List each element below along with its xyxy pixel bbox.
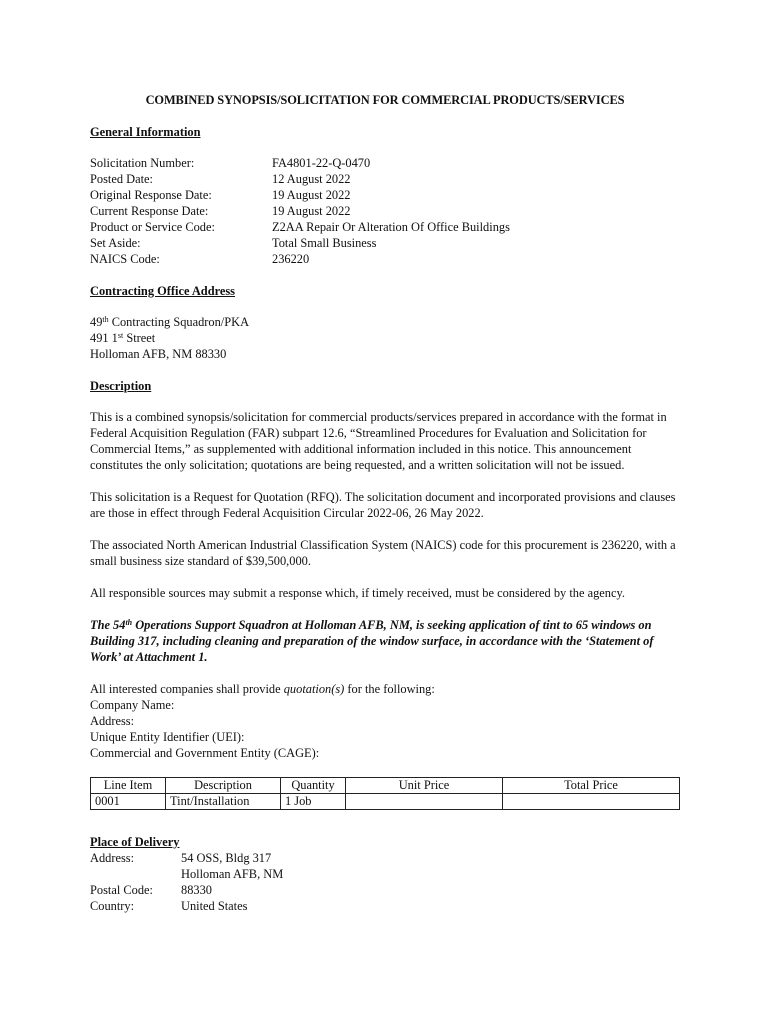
kv-label: Posted Date: bbox=[90, 172, 153, 186]
cell-line-item: 0001 bbox=[91, 794, 166, 810]
header-quantity: Quantity bbox=[281, 778, 346, 794]
delivery-value: United States bbox=[181, 899, 248, 913]
header-unit-price: Unit Price bbox=[346, 778, 503, 794]
header-description: Description bbox=[166, 778, 281, 794]
office-address-line1 bbox=[90, 314, 680, 330]
delivery-row bbox=[90, 850, 680, 866]
place-of-delivery bbox=[90, 834, 680, 914]
description-paragraph-1: This is a combined synopsis/solicitation for commercial products/services prepared in accordance with the format in Federal Acquisition Regulation (FAR) subpart 12.6, “Streamlined Procedures for Evaluation and Solicitation for Commercial Items,” as supplemented with additional information included in this notice. This announcement constitutes the only solicitation; quotations are being requested, and a written solicitation will not be issued. bbox=[90, 410, 667, 472]
delivery-label: Country: bbox=[90, 899, 135, 913]
kv-value: 12 August 2022 bbox=[272, 172, 351, 186]
kv-label: Product or Service Code: bbox=[90, 220, 215, 234]
quotation-intro-a: All interested companies shall provide bbox=[90, 682, 284, 696]
delivery-label: Postal Code: bbox=[90, 883, 153, 897]
description-paragraph-3: The associated North American Industrial Classification System (NAICS) code for this procurement is 236220, with a small business size standard of $39,500,000. bbox=[90, 538, 676, 568]
delivery-label: Address: bbox=[90, 851, 135, 865]
kv-value: Total Small Business bbox=[272, 236, 377, 250]
field-company-name: Company Name: bbox=[90, 698, 175, 712]
cell-description: Tint/Installation bbox=[166, 794, 281, 810]
office-address-line3: Holloman AFB, NM 88330 bbox=[90, 347, 227, 361]
contracting-office-address bbox=[90, 314, 680, 362]
set-aside-row bbox=[90, 235, 680, 251]
kv-label: NAICS Code: bbox=[90, 252, 160, 266]
quotation-intro-italic: quotation(s) bbox=[283, 682, 345, 696]
kv-value: 19 August 2022 bbox=[272, 188, 351, 202]
description-paragraph-4: All responsible sources may submit a response which, if timely received, must be considered by the agency. bbox=[90, 586, 625, 600]
delivery-row bbox=[90, 882, 680, 898]
original-response-date-row bbox=[90, 187, 680, 203]
header-line-item: Line Item bbox=[91, 778, 166, 794]
field-address: Address: bbox=[90, 714, 135, 728]
cell-total-price bbox=[503, 794, 680, 810]
quotation-intro-b: for the following: bbox=[344, 682, 435, 696]
kv-label: Original Response Date: bbox=[90, 188, 212, 202]
line-items-table bbox=[90, 777, 680, 810]
naics-code-row bbox=[90, 251, 680, 267]
quotation-fields bbox=[90, 681, 680, 761]
kv-value: Z2AA Repair Or Alteration Of Office Buildings bbox=[272, 220, 510, 234]
office-line2-suffix: st bbox=[117, 331, 124, 340]
requirement-statement bbox=[90, 617, 680, 665]
requirement-suffix: th bbox=[125, 618, 133, 627]
header-total-price: Total Price bbox=[503, 778, 680, 794]
kv-label: Set Aside: bbox=[90, 236, 141, 250]
kv-value: 19 August 2022 bbox=[272, 204, 351, 218]
table-row bbox=[91, 794, 680, 810]
office-line1-suffix: th bbox=[102, 315, 109, 324]
office-line1-number: 49 bbox=[90, 315, 103, 329]
table-header-row bbox=[91, 778, 680, 794]
posted-date-row bbox=[90, 171, 680, 187]
cell-unit-price bbox=[346, 794, 503, 810]
product-service-code-row bbox=[90, 219, 680, 235]
delivery-value: 54 OSS, Bldg 317 bbox=[181, 851, 272, 865]
quotation-intro bbox=[90, 681, 680, 697]
delivery-row bbox=[90, 898, 680, 914]
document-page bbox=[90, 92, 680, 914]
contracting-office-heading: Contracting Office Address bbox=[90, 284, 236, 298]
description-heading: Description bbox=[90, 379, 152, 393]
requirement-text-a: The 54 bbox=[90, 618, 126, 632]
solicitation-number-row bbox=[90, 155, 680, 171]
document-title: COMBINED SYNOPSIS/SOLICITATION FOR COMMERCIAL PRODUCTS/SERVICES bbox=[145, 93, 625, 107]
office-line2-number: 491 1 bbox=[90, 331, 118, 345]
kv-value: 236220 bbox=[272, 252, 310, 266]
delivery-row bbox=[90, 866, 680, 882]
office-line1-text: Contracting Squadron/PKA bbox=[108, 315, 250, 329]
delivery-value: 88330 bbox=[181, 883, 212, 897]
cell-quantity: 1 Job bbox=[281, 794, 346, 810]
kv-label: Solicitation Number: bbox=[90, 156, 195, 170]
field-uei: Unique Entity Identifier (UEI): bbox=[90, 730, 245, 744]
general-information-heading: General Information bbox=[90, 125, 201, 139]
kv-value: FA4801-22-Q-0470 bbox=[272, 156, 371, 170]
kv-label: Current Response Date: bbox=[90, 204, 209, 218]
delivery-value: Holloman AFB, NM bbox=[181, 867, 284, 881]
office-address-line2 bbox=[90, 330, 680, 346]
delivery-label bbox=[90, 866, 181, 882]
office-line2-text: Street bbox=[123, 331, 156, 345]
general-information-list bbox=[90, 155, 680, 267]
description-paragraph-2: This solicitation is a Request for Quotation (RFQ). The solicitation document and incorporated provisions and clauses are those in effect through Federal Acquisition Circular 2022-06, 26 May 2022. bbox=[90, 490, 676, 520]
requirement-text-b: Operations Support Squadron at Holloman AFB, NM, is seeking application of tint to 65 windows on Building 317, including cleaning and preparation of the window surface, in accordance with the ‘Statement of Work’ at Attachment 1. bbox=[90, 618, 654, 664]
place-of-delivery-heading: Place of Delivery bbox=[90, 835, 180, 849]
field-cage: Commercial and Government Entity (CAGE): bbox=[90, 746, 320, 760]
current-response-date-row bbox=[90, 203, 680, 219]
